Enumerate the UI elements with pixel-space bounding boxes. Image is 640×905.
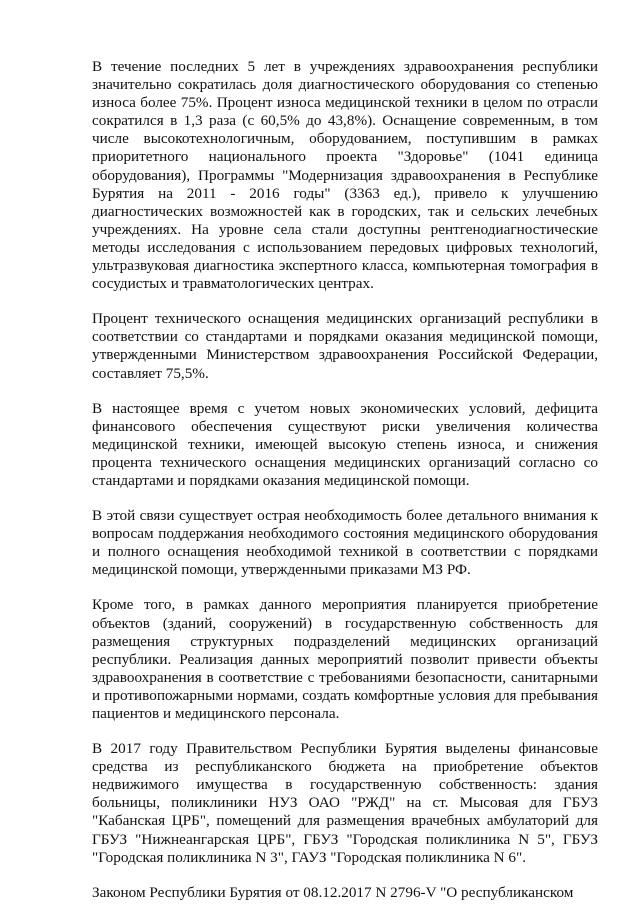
paragraph-economic-risks: В настоящее время с учетом новых экономических условий, дефицита финансового обеспечения существуют риски увеличения количества медицинской техники, имеющей высокую степень износа, и снижения процента технического оснащения медицинских организаций согласно со стандартами и порядками оказания медицинской помощи. — [92, 399, 598, 489]
paragraph-necessity: В этой связи существует острая необходимость более детального внимания к вопросам поддержания необходимого состояния медицинского оборудования и полного оснащения необходимой техникой в соответствии с порядками медицинской помощи, утвержденными приказами МЗ РФ. — [92, 507, 598, 579]
paragraph-law-fragment: Законом Республики Бурятия от 08.12.2017 N 2796-V "О республиканском — [92, 883, 574, 901]
paragraph-property-acquisition: Кроме того, в рамках данного мероприятия планируется приобретение объектов (зданий, сооружений) в государственную собственность для размещения структурных подразделений медицинских организаций республики. Реализация данных мероприятий позволит привести объекты здравоохранения в соответствие с требованиями безопасности, санитарными и противопожарными нормами, создать комфортные условия для пребывания пациентов и медицинского персонала. — [92, 596, 598, 722]
paragraph-2017-funding: В 2017 году Правительством Республики Бурятия выделены финансовые средства из республиканского бюджета на приобретение объектов недвижимого имущества в государственную собственность: здания больницы, поликлиники НУЗ ОАО "РЖД" на ст. Мысовая для ГБУЗ "Кабанская ЦРБ", помещений для размещения врачебных амбулаторий для ГБУЗ "Нижнеангарская ЦРБ", ГБУЗ "Городская поликлиника N 5", ГБУЗ "Городская поликлиника N 3", ГАУЗ "Городская поликлиника N 6". — [92, 740, 598, 866]
paragraph-equipment-wear: В течение последних 5 лет в учреждениях здравоохранения республики значительно сократилась доля диагностического оборудования со степенью износа более 75%. Процент износа медицинской техники в целом по отрасли сократился в 1,3 раза (с 60,5% до 43,8%). Оснащение современным, в том числе высокотехнологичным, оборудованием, поступившим в рамках приоритетного национального проекта "Здоровье" (1041 единица оборудования), Программы "Модернизация здравоохранения в Республике Бурятия на 2011 - 2016 годы" (3363 ед.), привело к улучшению диагностических возможностей как в городских, так и сельских лечебных учреждениях. На уровне села стали доступны рентгенодиагностические методы исследования с использованием передовых цифровых технологий, ультразвуковая диагностика экспертного класса, компьютерная томография в сосудистых и травматологических центрах. — [92, 58, 598, 293]
paragraph-technical-equipment-percent: Процент технического оснащения медицинских организаций республики в соответствии со стандартами и порядками оказания медицинской помощи, утвержденными Министерством здравоохранения Российской Федерации, составляет 75,5%. — [92, 310, 598, 382]
